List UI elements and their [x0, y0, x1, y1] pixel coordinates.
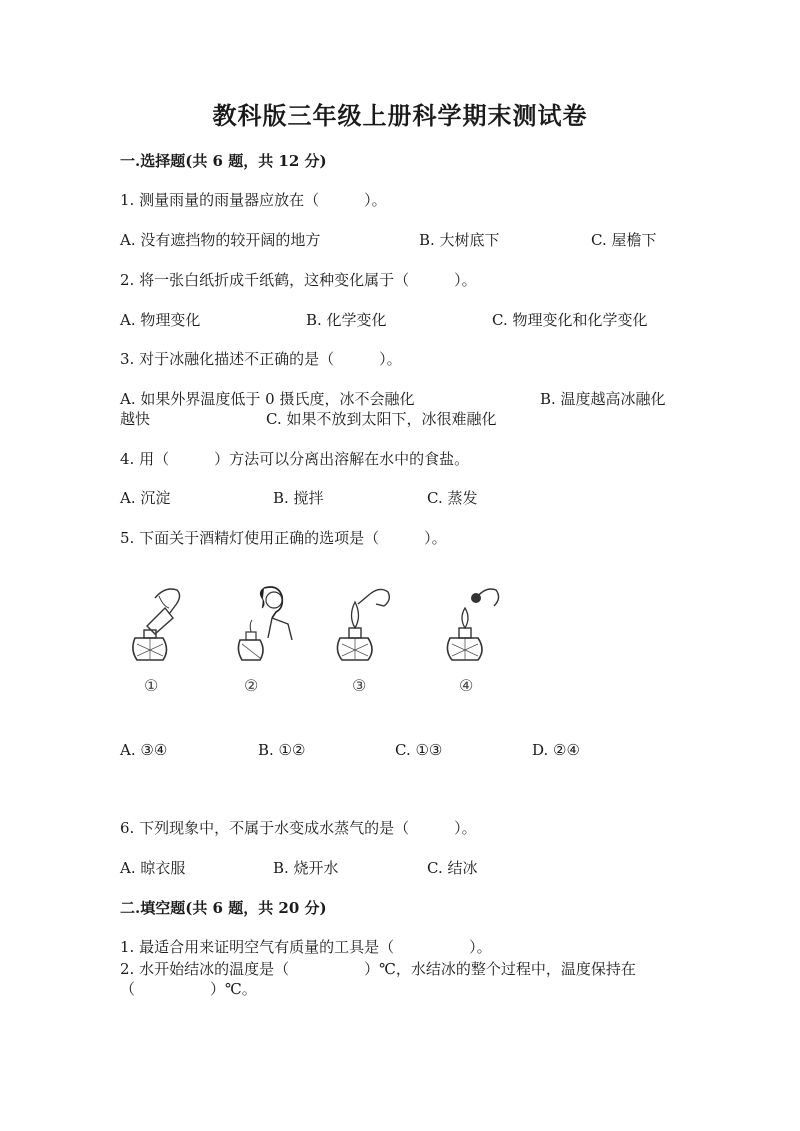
- q4-option-c: C. 蒸发: [427, 489, 478, 507]
- fill-question-1: 1. 最适合用来证明空气有质量的工具是（ ）。: [120, 938, 492, 956]
- q1-option-b: B. 大树底下: [419, 231, 500, 249]
- question-5: 5. 下面关于酒精灯使用正确的选项是（ ）。: [120, 529, 447, 547]
- q1-option-c: C. 屋檐下: [591, 231, 657, 249]
- q5-option-b: B. ①②: [258, 741, 306, 759]
- q3-option-a: A. 如果外界温度低于 0 摄氏度，冰不会融化: [120, 390, 415, 408]
- q3-option-b-continued: 越快: [120, 410, 151, 428]
- q3-option-b: B. 温度越高冰融化: [540, 390, 666, 408]
- lamp-figure-1: [125, 578, 185, 668]
- question-2: 2. 将一张白纸折成千纸鹤，这种变化属于（ ）。: [120, 271, 477, 289]
- figure-label-4: ④: [459, 676, 474, 695]
- q3-option-c: C. 如果不放到太阳下，冰很难融化: [266, 410, 497, 428]
- q4-option-a: A. 沉淀: [120, 489, 171, 507]
- question-3: 3. 对于冰融化描述不正确的是（ ）。: [120, 350, 402, 368]
- question-6: 6. 下列现象中，不属于水变成水蒸气的是（ ）。: [120, 819, 477, 837]
- question-4: 4. 用（ ）方法可以分离出溶解在水中的食盐。: [120, 450, 470, 468]
- q5-option-d: D. ②④: [532, 741, 580, 759]
- figure-label-3: ③: [352, 676, 367, 695]
- lamp-figure-4: [440, 578, 504, 668]
- q2-option-c: C. 物理变化和化学变化: [492, 311, 648, 329]
- q6-option-b: B. 烧开水: [273, 859, 339, 877]
- q4-option-b: B. 搅拌: [273, 489, 324, 507]
- lamp-figure-3: [330, 578, 394, 668]
- fill-question-2: 2. 水开始结冰的温度是（ ）℃，水结冰的整个过程中，温度保持在: [120, 960, 636, 978]
- lamp-figure-2: [232, 578, 296, 668]
- fill-question-2-continued: （ ）℃。: [120, 980, 257, 998]
- page-title: 教科版三年级上册科学期末测试卷: [212, 101, 588, 130]
- question-1: 1. 测量雨量的雨量器应放在（ ）。: [120, 191, 387, 209]
- q6-option-c: C. 结冰: [427, 859, 478, 877]
- q2-option-a: A. 物理变化: [120, 311, 201, 329]
- section-heading-choice: 一.选择题(共 6 题，共 12 分): [120, 152, 327, 170]
- figure-label-1: ①: [144, 676, 159, 695]
- q5-option-a: A. ③④: [120, 741, 168, 759]
- q6-option-a: A. 晾衣服: [120, 859, 186, 877]
- q2-option-b: B. 化学变化: [306, 311, 387, 329]
- figure-label-2: ②: [244, 676, 259, 695]
- q1-option-a: A. 没有遮挡物的较开阔的地方: [120, 231, 321, 249]
- section-heading-fill: 二.填空题(共 6 题，共 20 分): [120, 899, 327, 917]
- q5-option-c: C. ①③: [395, 741, 443, 759]
